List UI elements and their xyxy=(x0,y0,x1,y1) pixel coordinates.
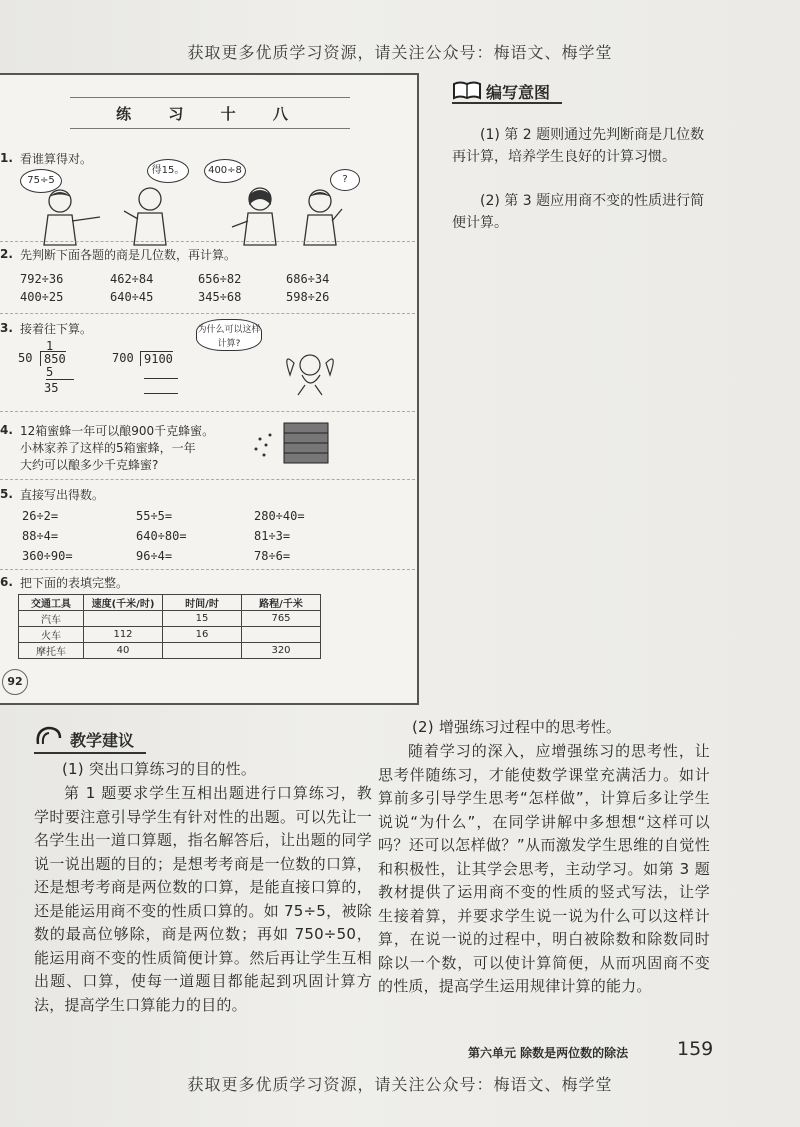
separator xyxy=(0,411,415,412)
q3-div1-sub: 5 xyxy=(46,365,74,380)
q2-item: 792÷36 xyxy=(20,272,64,286)
exercise-box xyxy=(0,73,419,705)
table-cell: 765 xyxy=(242,611,321,627)
q5-item: 55÷5= xyxy=(136,509,173,523)
q5-item: 78÷6= xyxy=(254,549,291,563)
advice-point-1-title: (1) 突出口算练习的目的性。 xyxy=(62,760,257,778)
q4-line-2: 小林家养了这样的5箱蜜蜂，一年 xyxy=(20,441,196,455)
exercise-title: 练 习 十 八 xyxy=(116,105,304,123)
book-icon xyxy=(452,80,482,100)
intent-heading-underline xyxy=(452,102,562,104)
q2-item: 345÷68 xyxy=(198,290,242,304)
q3-text: 接着往下算。 xyxy=(20,322,93,336)
q3-div1-quotient: 1 xyxy=(46,339,54,353)
q3-div1-divisor: 50 xyxy=(18,351,33,365)
q3-div2-divisor: 700 xyxy=(112,351,134,365)
q3-div2-blank-line xyxy=(144,378,178,379)
table-header: 交通工具 xyxy=(19,595,84,611)
advice-point-2-body: 随着学习的深入，应增强练习的思考性，让思考伴随练习，才能使数学课堂充满活力。如计算前多引导学生思考“怎样做”，计算后多让学生说说“为什么”，在同学讲解中多想想“这样可以吗？还可以怎样做？”从而激发学生思维的自觉性和积极性，让其学会思考，主动学习。如第 3 题教材提供了运用商不变的性质的竖式写法，让学生接着算，并要求学生说一说为什么可以这样计算，在说一说的过程中，明白被除数和除数同时除以一个数，可以使计算简便，从而巩固商不变的性质，提高学生运用规律计算的能力。 xyxy=(378,742,710,995)
q2-item: 400÷25 xyxy=(20,290,64,304)
q3-div2-dividend: 9100 xyxy=(140,351,173,366)
watermark-top: 获取更多优质学习资源，请关注公众号：梅语文、梅学堂 xyxy=(187,43,613,62)
table-row xyxy=(19,643,321,659)
q5-item: 360÷90= xyxy=(22,549,73,563)
q1-text: 看谁算得对。 xyxy=(20,152,93,166)
advice-icon xyxy=(34,724,64,750)
intent-paragraph-1: (1) 第 2 题则通过先判断商是几位数再计算，培养学生良好的计算习惯。 xyxy=(452,127,705,165)
table-cell xyxy=(84,611,163,627)
q2-text: 先判断下面各题的商是几位数，再计算。 xyxy=(20,248,237,262)
exercise-page-number: 92 xyxy=(2,669,28,695)
advice-heading-underline xyxy=(34,752,146,754)
q3-div2-blank-line xyxy=(144,393,178,394)
intent-paragraph-2: (2) 第 3 题应用商不变的性质进行简便计算。 xyxy=(452,193,705,231)
footer-unit-title: 第六单元 除数是两位数的除法 xyxy=(468,1046,629,1060)
table-cell: 汽车 xyxy=(19,611,84,627)
table-header: 路程/千米 xyxy=(242,595,321,611)
advice-point-2-title: (2) 增强练习过程中的思考性。 xyxy=(412,718,622,736)
table-header: 速度(千米/时) xyxy=(84,595,163,611)
table-cell xyxy=(163,643,242,659)
table-cell xyxy=(242,627,321,643)
q5-item: 81÷3= xyxy=(254,529,291,543)
q5-item: 88÷4= xyxy=(22,529,59,543)
watermark-bottom: 获取更多优质学习资源，请关注公众号：梅语文、梅学堂 xyxy=(187,1075,613,1094)
q1-bubble-1: 75÷5 xyxy=(20,169,62,193)
q5-number: 5. xyxy=(0,487,13,501)
q2-item: 640÷45 xyxy=(110,290,154,304)
table-header-row xyxy=(19,595,321,611)
exercise-title-bar xyxy=(70,97,350,129)
q3-bubble: 为什么可以这样计算? xyxy=(196,319,262,351)
q2-item: 656÷82 xyxy=(198,272,242,286)
q5-item: 280÷40= xyxy=(254,509,305,523)
table-row xyxy=(19,627,321,643)
q5-item: 96÷4= xyxy=(136,549,173,563)
q4-line-1: 12箱蜜蜂一年可以酿900千克蜂蜜。 xyxy=(20,424,215,438)
q2-item: 462÷84 xyxy=(110,272,154,286)
advice-heading: 教学建议 xyxy=(70,731,135,750)
separator xyxy=(0,241,415,242)
q4-number: 4. xyxy=(0,423,13,437)
q2-item: 686÷34 xyxy=(286,272,330,286)
q4-line-3: 大约可以酿多少千克蜂蜜? xyxy=(20,458,159,472)
q2-item: 598÷26 xyxy=(286,290,330,304)
table-cell: 40 xyxy=(84,643,163,659)
q5-item: 640÷80= xyxy=(136,529,187,543)
q1-number: 1. xyxy=(0,151,13,165)
intent-heading: 编写意图 xyxy=(486,83,551,102)
separator xyxy=(0,569,415,570)
table-cell: 15 xyxy=(163,611,242,627)
page-number: 159 xyxy=(677,1038,714,1060)
table-row xyxy=(19,611,321,627)
q5-item: 26÷2= xyxy=(22,509,59,523)
table-cell: 320 xyxy=(242,643,321,659)
q3-number: 3. xyxy=(0,321,13,335)
separator xyxy=(0,479,415,480)
q6-text: 把下面的表填完整。 xyxy=(20,576,129,590)
q2-number: 2. xyxy=(0,247,13,261)
q1-children-illustration xyxy=(30,187,360,247)
table-cell: 112 xyxy=(84,627,163,643)
q5-text: 直接写出得数。 xyxy=(20,488,105,502)
separator xyxy=(0,313,415,314)
q1-bubble-4: ? xyxy=(330,169,360,191)
q3-div1-remainder: 35 xyxy=(44,381,59,395)
table-header: 时间/时 xyxy=(163,595,242,611)
cherub-illustration xyxy=(280,345,340,397)
table-cell: 摩托车 xyxy=(19,643,84,659)
advice-point-1-body: 第 1 题要求学生互相出题进行口算练习，教学时要注意引导学生有针对性的出题。可以先让一名学生出一道口算题，指名解答后，让出题的同学说一说出题的目的；是想考考商是一位数的口算，还是想考考商是两位数的口算，是能直接口算的，还是能运用商不变的性质口算的。如 75÷5，被除数的最高位够除，商是两位数；再如 750÷50，能运用商不变的性质简便计算。然后再让学生互相出题、口算，使每一道题目都能起到巩固计算方法，提高学生口算能力的目的。 xyxy=(34,784,372,1014)
travel-table xyxy=(18,594,321,659)
q6-number: 6. xyxy=(0,575,13,589)
q3-div1-dividend: 850 xyxy=(40,351,66,366)
q1-bubble-3: 400÷8 xyxy=(204,159,246,183)
table-cell: 火车 xyxy=(19,627,84,643)
q1-bubble-2: 得15。 xyxy=(147,159,189,183)
table-cell: 16 xyxy=(163,627,242,643)
beehive-illustration xyxy=(250,415,340,473)
